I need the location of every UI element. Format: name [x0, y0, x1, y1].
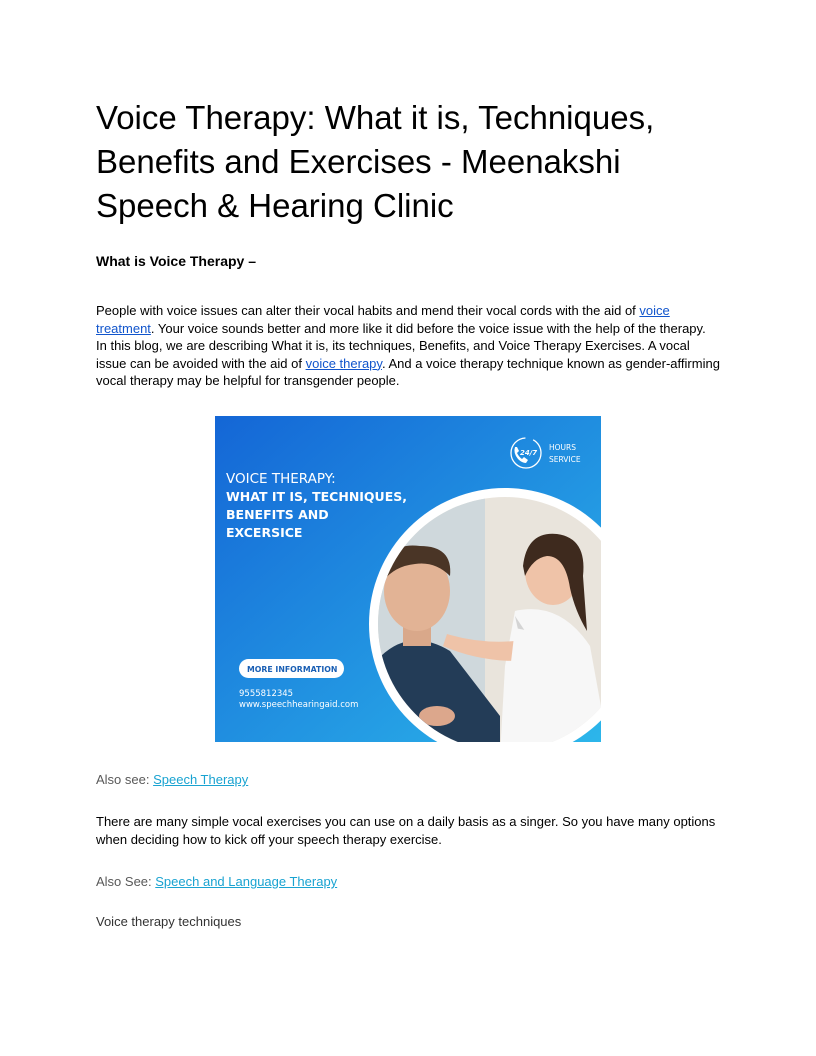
- banner-headline-1: VOICE THERAPY:: [226, 471, 336, 487]
- voice-therapy-banner-image: [215, 416, 601, 742]
- document-title: Voice Therapy: What it is, Techniques, Benefits and Exercises - Meenakshi Speech & Hearing Clinic: [96, 99, 655, 224]
- speech-language-therapy-link[interactable]: Speech and Language Therapy: [155, 874, 338, 889]
- section-heading: What is Voice Therapy –: [96, 253, 257, 269]
- badge-number: 24/7: [520, 449, 538, 457]
- intro-paragraph: [96, 302, 720, 390]
- also-see-prefix-2: Also See:: [96, 874, 156, 889]
- exercise-paragraph: There are many simple vocal exercises you can use on a daily basis as a singer. So you have many options when deciding how to kick off your speech therapy exercise.: [96, 814, 716, 847]
- more-information-label: MORE INFORMATION: [247, 665, 338, 674]
- banner-headline-3: BENEFITS AND: [226, 507, 329, 522]
- banner-graphic: [215, 416, 601, 742]
- banner-headline-4: EXCERSICE: [226, 525, 303, 540]
- techniques-subheading: Voice therapy techniques: [96, 914, 242, 929]
- banner-phone: 9555812345: [239, 689, 294, 699]
- also-see-language-therapy: [96, 873, 337, 890]
- intro-text-3: . And a voice therapy technique known as gender-affirming vocal therapy may be helpful for transgender people.: [96, 355, 720, 389]
- voice-therapy-link[interactable]: voice therapy: [305, 355, 382, 371]
- voice-treatment-link[interactable]: voice treatment: [96, 303, 670, 336]
- banner-website: www.speechhearingaid.com: [239, 700, 359, 710]
- banner-headline-2: WHAT IT IS, TECHNIQUES,: [226, 489, 407, 504]
- intro-text-1: People with voice issues can alter their vocal habits and mend their vocal cords with the aid of: [96, 303, 640, 318]
- intro-text-2: . Your voice sounds better and more like it did before the voice issue with the help of the therapy. In this blog, we are describing What it is, its techniques, Benefits, and Voice Therapy Exercises. A vocal issue can be avoided with the aid of: [96, 320, 706, 371]
- badge-service: SERVICE: [549, 455, 581, 464]
- speech-therapy-link[interactable]: Speech Therapy: [153, 772, 249, 787]
- also-see-speech-therapy: [96, 771, 248, 788]
- badge-hours: HOURS: [549, 443, 577, 452]
- also-see-prefix: Also see:: [96, 772, 154, 787]
